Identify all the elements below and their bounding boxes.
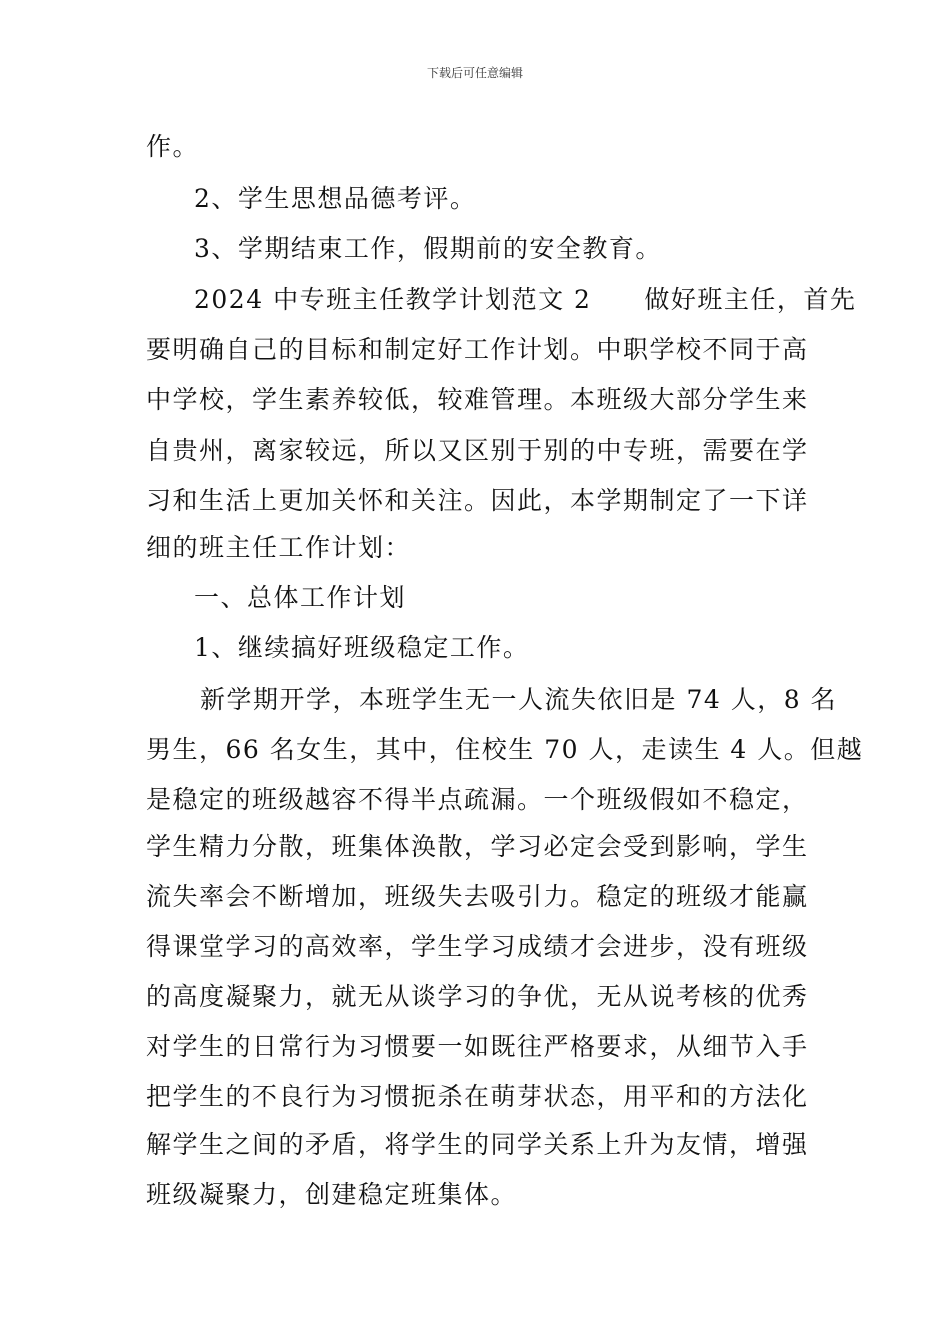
text-line: 习和生活上更加关怀和关注。因此，本学期制定了一下详: [146, 486, 809, 515]
text-line: 学生精力分散，班集体涣散，学习必定会受到影响，学生: [146, 832, 809, 861]
text-line: 细的班主任工作计划：: [146, 533, 412, 562]
text-line: 把学生的不良行为习惯扼杀在萌芽状态，用平和的方法化: [146, 1082, 809, 1111]
text-line: 男生，66 名女生，其中，住校生 70 人，走读生 4 人。但越: [146, 735, 864, 764]
text-line: 的高度凝聚力，就无从谈学习的争优，无从说考核的优秀: [146, 982, 809, 1011]
text-line: 班级凝聚力，创建稳定班集体。: [146, 1180, 518, 1209]
text-line: 2、学生思想品德考评。: [194, 184, 477, 213]
text-line: 得课堂学习的高效率，学生学习成绩才会进步，没有班级: [146, 932, 809, 961]
text-line: 要明确自己的目标和制定好工作计划。中职学校不同于高: [146, 335, 809, 364]
text-line: 作。: [146, 132, 200, 161]
text-line: 解学生之间的矛盾，将学生的同学关系上升为友情，增强: [146, 1130, 809, 1159]
text-line: 3、学期结束工作，假期前的安全教育。: [194, 234, 662, 263]
subsection-heading: 1、继续搞好班级稳定工作。: [194, 633, 530, 662]
text-line: 中学校，学生素养较低，较难管理。本班级大部分学生来: [146, 385, 809, 414]
section-heading: 一、总体工作计划: [194, 583, 407, 612]
text-line: 是稳定的班级越容不得半点疏漏。一个班级假如不稳定，: [146, 785, 809, 814]
text-line: 2024 中专班主任教学计划范文 2 做好班主任，首先: [194, 285, 857, 314]
text-line: 对学生的日常行为习惯要一如既往严格要求，从细节入手: [146, 1032, 809, 1061]
text-line: 流失率会不断增加，班级失去吸引力。稳定的班级才能赢: [146, 882, 809, 911]
text-line: 新学期开学，本班学生无一人流失依旧是 74 人，8 名: [200, 685, 838, 714]
page-header: 下载后可任意编辑: [426, 66, 523, 80]
text-line: 自贵州，离家较远，所以又区别于别的中专班，需要在学: [146, 436, 809, 465]
